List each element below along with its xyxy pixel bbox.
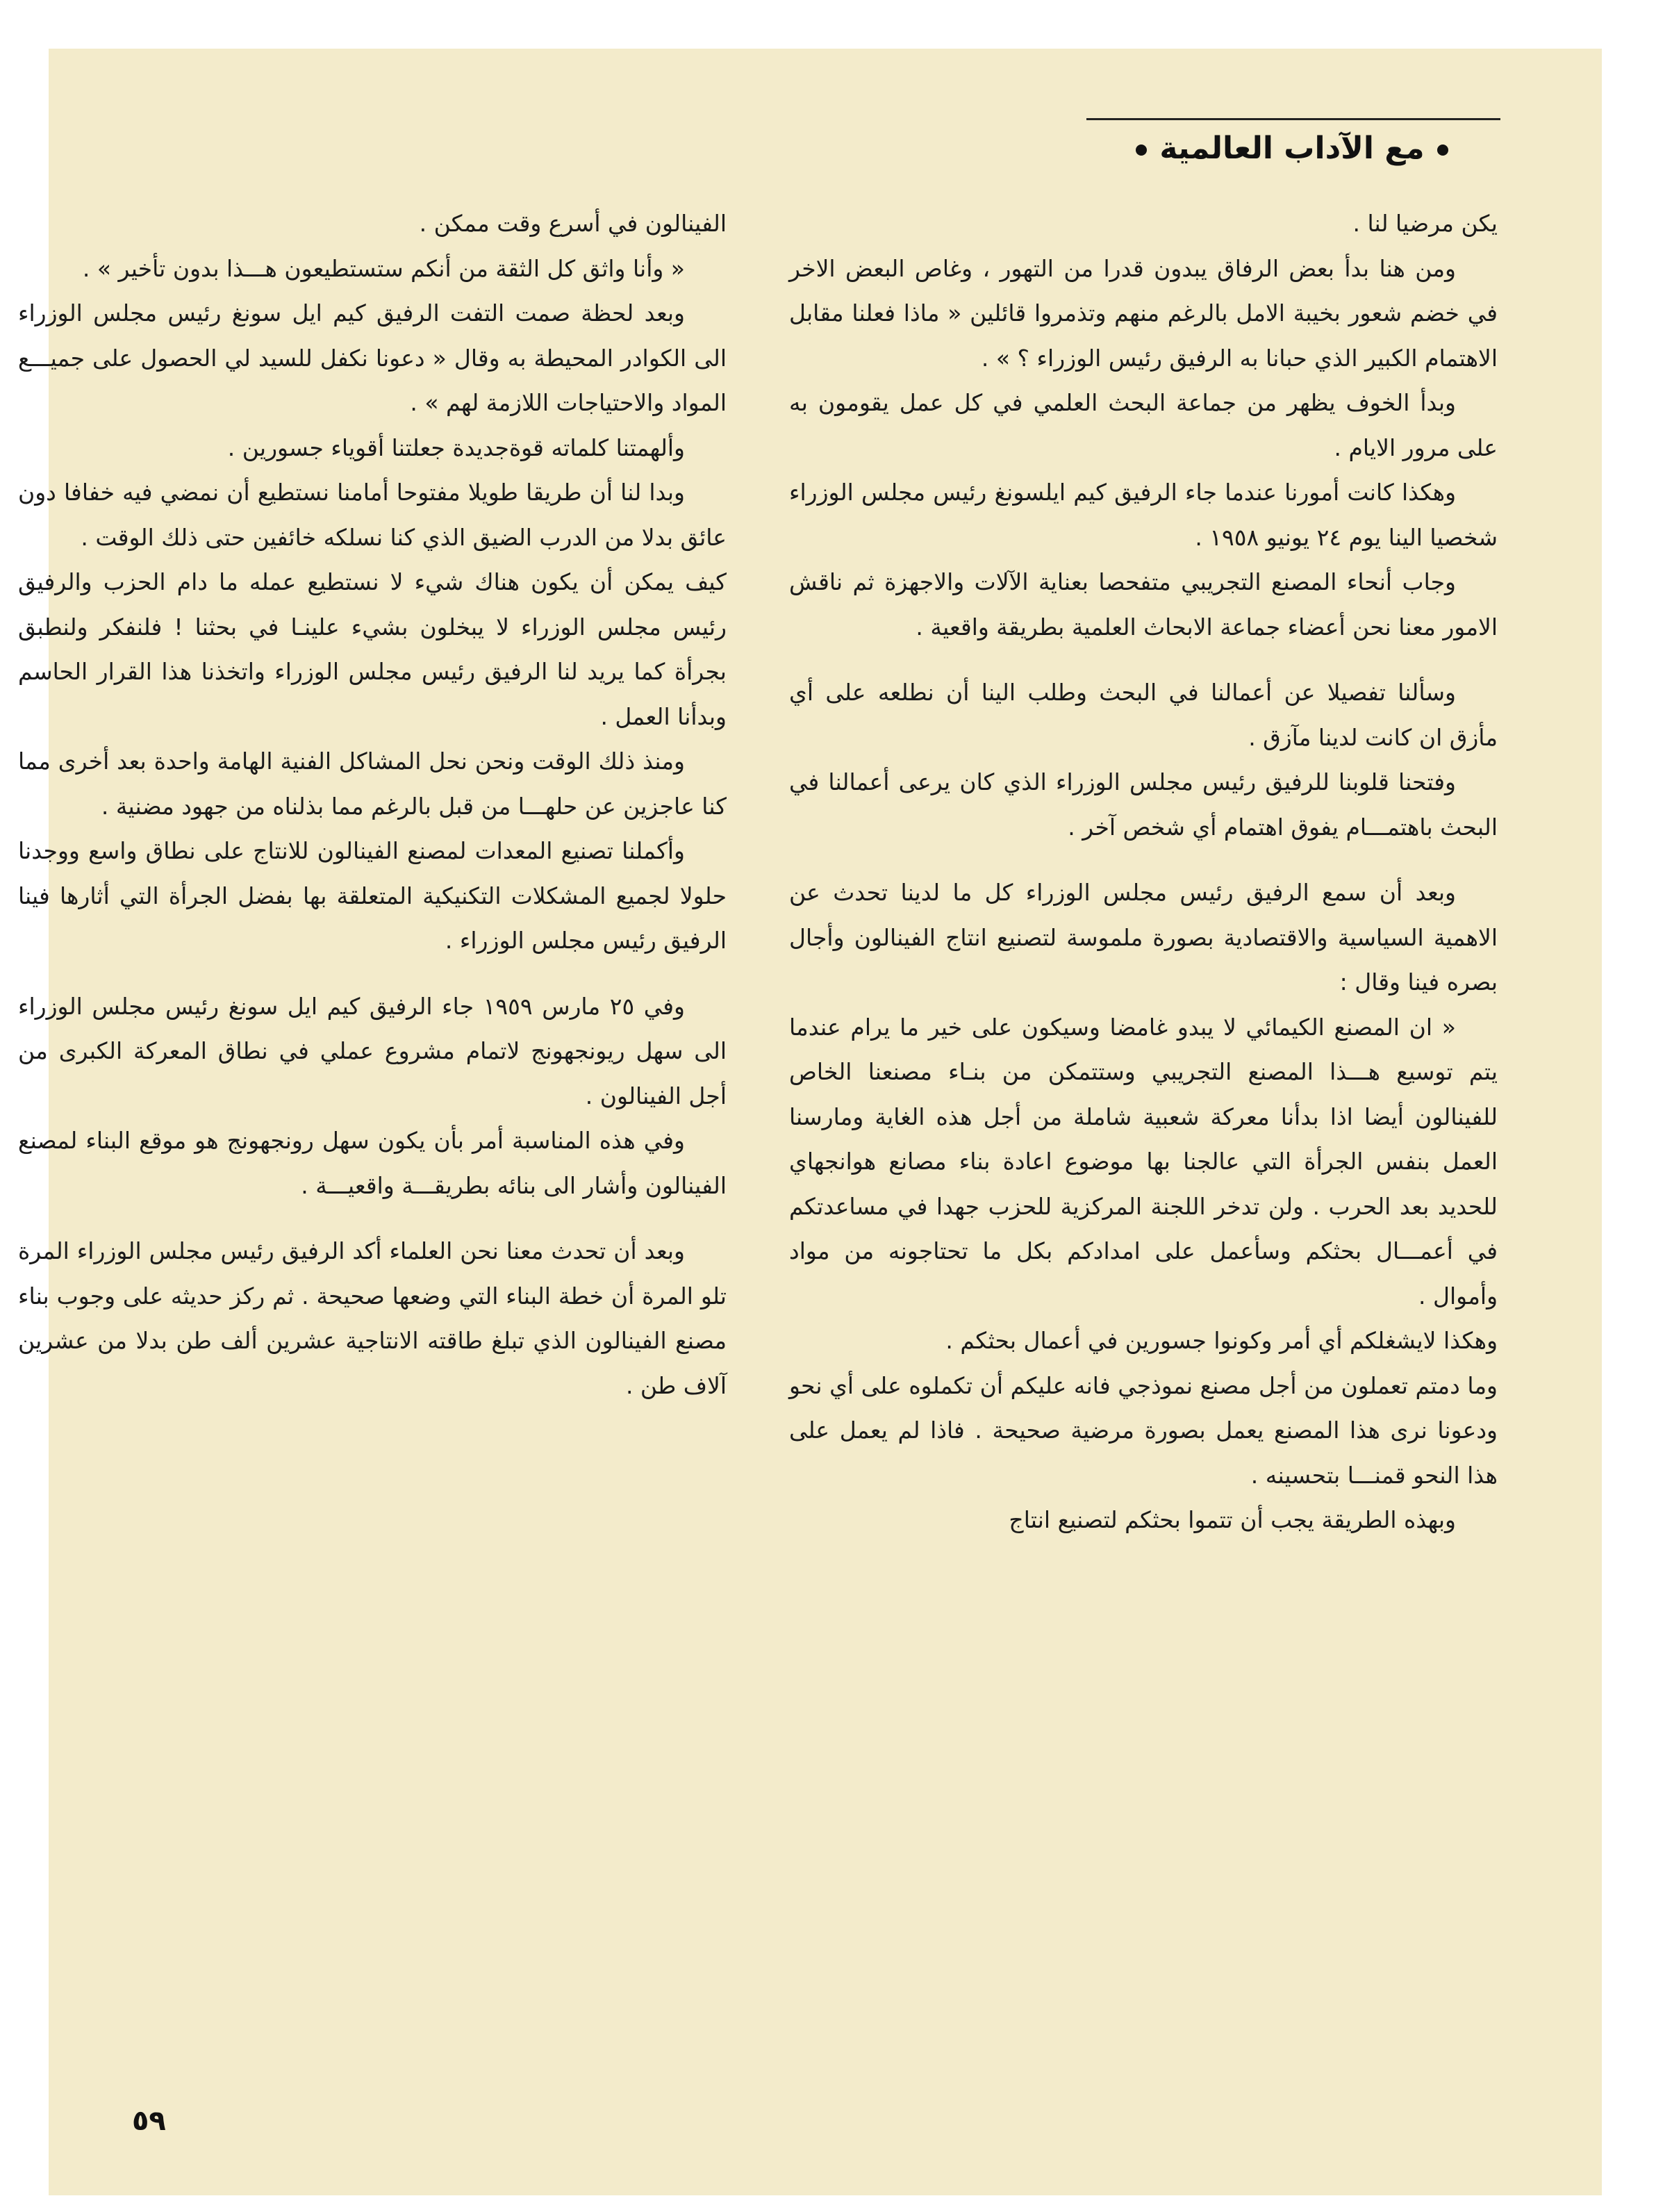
section-title [1084, 118, 1500, 179]
paragraph: وفي هذه المناسبة أمر بأن يكون سهل رونجهونج هو موقع البناء لمصنع الفينالون وأشار الى بنائه بطريقـــة واقعيـــة . [18, 1127, 727, 1199]
section-title-text: مع الآداب العالمية [1159, 131, 1425, 166]
magazine-page [18, 49, 1602, 2195]
paragraph: ومنذ ذلك الوقت ونحن نحل المشاكل الفنية الهامة واحدة بعد أخرى مما كنا عاجزين عن حلهـــا من قبل بالرغم مما بذلناه من جهود مضنية . [18, 748, 727, 820]
paragraph: وبهذه الطريقة يجب أن تتموا بحثكم لتصنيع انتاج [1009, 1506, 1456, 1533]
paragraph: وألهمتنا كلماته قوةجديدة جعلتنا أقوياء جسورين . [227, 434, 685, 461]
bullet-icon [1136, 145, 1147, 156]
right-column [789, 201, 1498, 1543]
paragraph: ومن هنا بدأ بعض الرفاق يبدون قدرا من التهور ، وغاص البعض الاخر في خضم شعور بخيبة الامل بالرغم منهم وتذمروا قائلين « ماذا فعلنا مقابل الاهتمام الكبير الذي حبانا به الرفيق رئيس الوزراء ؟ » . [789, 254, 1498, 372]
paragraph: وبعد أن سمع الرفيق رئيس مجلس الوزراء كل ما لدينا تحدث عن الاهمية السياسية والاقتصادية بصورة ملموسة لتصنيع انتاج الفينالون وأجال بصره فينا وقال : [789, 879, 1498, 996]
paragraph: وبعد أن تحدث معنا نحن العلماء أكد الرفيق رئيس مجلس الوزراء المرة تلو المرة أن خطة البناء التي وضعها صحيحة . ثم ركز حديثه على وجوب بناء مصنع الفينالون الذي تبلغ طاقته الانتاجية عشرين ألف طن بدلا من عشرين آلاف طن . [18, 1237, 727, 1399]
paragraph: وبدا لنا أن طريقا طويلا مفتوحا أمامنا نستطيع أن نمضي فيه خفافا دون عائق بدلا من الدرب الضيق الذي كنا نسلكه خائفين حتى ذلك الوقت . [18, 479, 727, 551]
paragraph: وهكذا لايشغلكم أي أمر وكونوا جسورين في أعمال بحثكم . [945, 1327, 1498, 1354]
left-column [18, 201, 727, 1408]
paragraph: وبعد لحظة صمت التفت الرفيق كيم ايل سونغ رئيس مجلس الوزراء الى الكوادر المحيطة به وقال « دعونا نكفل للسيد لي الحصول على جميـــع المواد والاحتياجات اللازمة لهم » . [18, 299, 727, 416]
paragraph: يكن مرضيا لنا . [1352, 210, 1498, 237]
paragraph: وهكذا كانت أمورنا عندما جاء الرفيق كيم ايلسونغ رئيس مجلس الوزراء شخصيا الينا يوم ٢٤ يونيو ١٩٥٨ . [789, 479, 1498, 551]
paragraph: وسألنا تفصيلا عن أعمالنا في البحث وطلب الينا أن نطلعه على أي مأزق ان كانت لدينا مآزق . [789, 679, 1498, 751]
bullet-icon [1437, 145, 1448, 156]
paragraph: كيف يمكن أن يكون هناك شيء لا نستطيع عمله ما دام الحزب والرفيق رئيس مجلس الوزراء لا يبخلون بشيء علينـا في بحثنا ! فلنفكر ولنطبق بجرأة كما يريد لنا الرفيق رئيس مجلس الوزراء واتخذنا هذا القرار الحاسم وبدأنا العمل . [18, 568, 727, 730]
paragraph: وأكملنا تصنيع المعدات لمصنع الفينالون للانتاج على نطاق واسع ووجدنا حلولا لجميع المشكلات التكنيكية المتعلقة بها بفضل الجرأة التي أثارها فينا الرفيق رئيس مجلس الوزراء . [18, 837, 727, 954]
paragraph: الفينالون في أسرع وقت ممكن . [419, 210, 727, 237]
paragraph: وبدأ الخوف يظهر من جماعة البحث العلمي في كل عمل يقومون به على مرور الايام . [789, 389, 1498, 461]
section-header [1084, 118, 1500, 195]
header-rule [1086, 118, 1500, 120]
paragraph: وفي ٢٥ مارس ١٩٥٩ جاء الرفيق كيم ايل سونغ رئيس مجلس الوزراء الى سهل ريونجهونج لاتمام مشروع عملي في نطاق المعركة الكبرى من أجل الفينالون . [18, 992, 727, 1109]
paragraph: وما دمتم تعملون من أجل مصنع نموذجي فانه عليكم أن تكملوه على أي نحو ودعونا نرى هذا المصنع يعمل بصورة مرضية صحيحة . فاذا لم يعمل على هذا النحو قمنـــا بتحسينه . [789, 1371, 1498, 1489]
paragraph: « وأنا واثق كل الثقة من أنكم ستستطيعون هـــذا بدون تأخير » . [82, 254, 685, 282]
paragraph: « ان المصنع الكيمائي لا يبدو غامضا وسيكون على خير ما يرام عندما يتم توسيع هـــذا المصنع التجريبي وستتمكن من بنـاء مصنعنا الخاص للفينالون أيضا اذا بدأنا معركة شعبية شاملة من أجل هذه الغاية ومارسنا العمل بنفس الجرأة التي عالجنا بها موضوع اعادة بناء مصانع هوانجهاي للحديد بعد الحرب . ولن تدخر اللجنة المركزية للحزب جهدا في مساعدتكم في أعمـــال بحثكم وسأعمل على امدادكم بكل ما تحتاجونه من مواد وأموال . [789, 1013, 1498, 1310]
paragraph: وجاب أنحاء المصنع التجريبي متفحصا بعناية الآلات والاجهزة ثم ناقش الامور معنا نحن أعضاء جماعة الابحاث العلمية بطريقة واقعية . [789, 568, 1498, 641]
page-number: ٥٩ [132, 2105, 166, 2137]
paragraph: وفتحنا قلوبنا للرفيق رئيس مجلس الوزراء الذي كان يرعى أعمالنا في البحث باهتمـــام يفوق اهتمام أي شخص آخر . [789, 768, 1498, 841]
